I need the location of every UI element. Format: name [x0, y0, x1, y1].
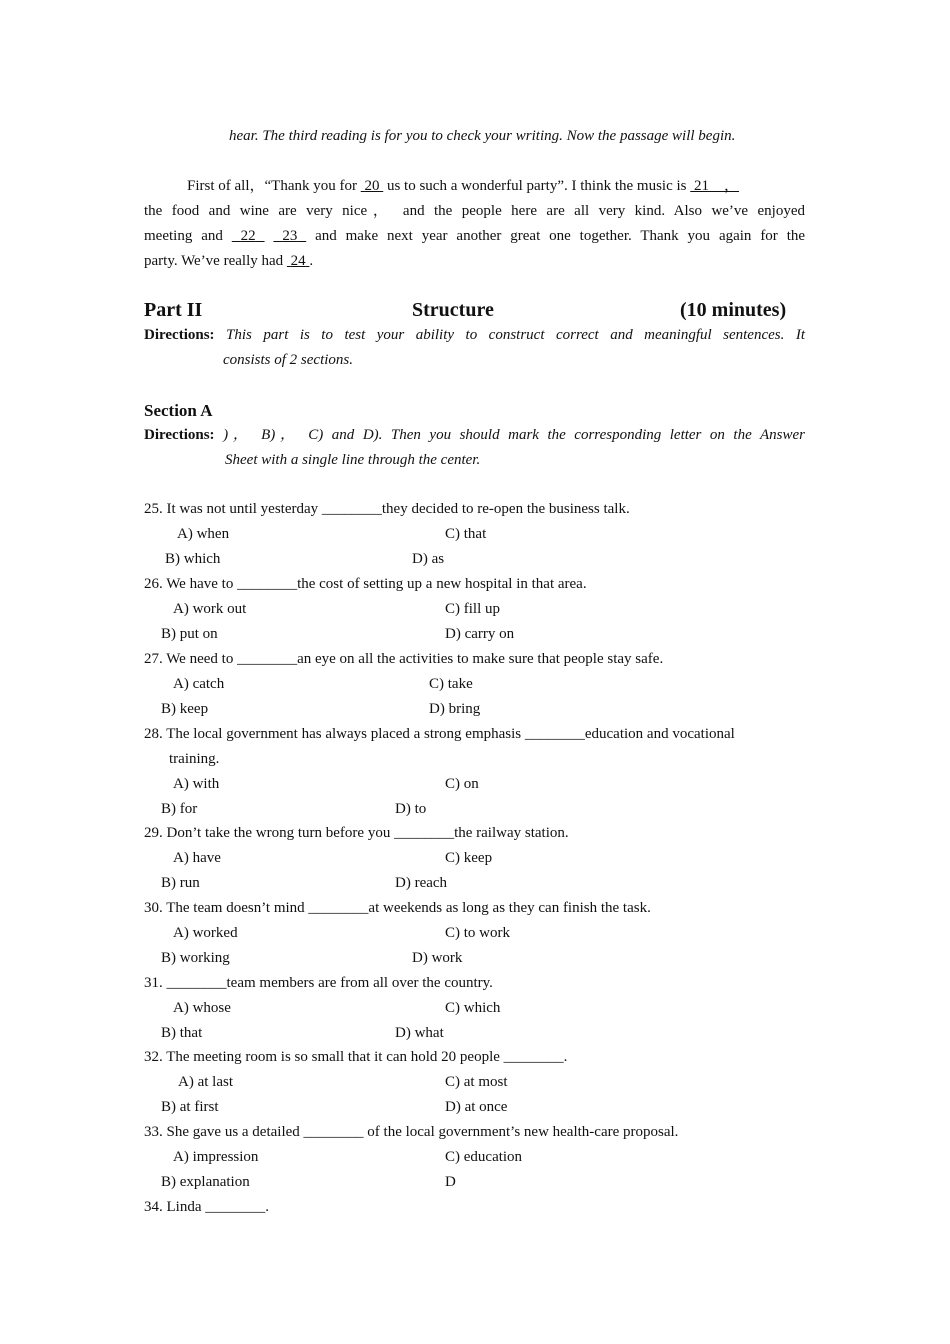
directions-label: Directions:	[144, 427, 215, 443]
option-c: C) education	[445, 1149, 523, 1165]
section-a-directions-line-1	[144, 423, 805, 448]
passage-text: party. We’ve really had	[144, 253, 287, 269]
option-b: B) for	[161, 801, 198, 817]
passage-line-2: the food and wine are very nice， and the people here are all very kind. Also we’ve enjoyed	[144, 203, 805, 219]
question-stem: 26. We have to ________the cost of setting up a new hospital in that area.	[144, 576, 587, 592]
option-d: D) as	[412, 551, 445, 567]
option-a: A) work out	[173, 601, 247, 617]
question-stem: 31. ________team members are from all over the country.	[144, 975, 493, 991]
intro-line: hear. The third reading is for you to check your writing. Now the passage will begin.	[229, 128, 736, 144]
option-b: B) run	[161, 875, 200, 891]
option-c: C) to work	[445, 925, 510, 941]
option-c: C) that	[445, 526, 487, 542]
part2-directions-line-1	[144, 323, 805, 348]
passage-text: First of all，“Thank you for	[187, 178, 361, 194]
question-stem: 30. The team doesn’t mind ________at weekends as long as they can finish the task.	[144, 900, 651, 916]
option-d: D) at once	[445, 1099, 508, 1115]
blank-21: 21 ，	[694, 178, 740, 194]
option-b: B) put on	[161, 626, 218, 642]
option-a: A) catch	[173, 676, 225, 692]
option-b: B) explanation	[161, 1174, 250, 1190]
option-a: A) when	[177, 526, 230, 542]
option-b: B) that	[161, 1025, 203, 1041]
part-title: Structure	[412, 299, 494, 321]
question-stem: 25. It was not until yesterday ________they decided to re-open the business talk.	[144, 501, 630, 517]
blank-22: 22	[240, 228, 256, 244]
directions-label: Directions:	[144, 327, 215, 343]
option-d: D) bring	[429, 701, 481, 717]
option-c: C) at most	[445, 1074, 508, 1090]
question-stem: 34. Linda ________.	[144, 1199, 269, 1215]
option-c: C) fill up	[445, 601, 500, 617]
question-stem-continued: training.	[169, 751, 220, 767]
option-a: A) with	[173, 776, 220, 792]
question-stem: 33. She gave us a detailed ________ of the local government’s new health-care proposal.	[144, 1124, 679, 1140]
option-b: B) working	[161, 950, 230, 966]
option-b: B) which	[165, 551, 221, 567]
passage-line-1	[187, 174, 739, 199]
option-c: C) keep	[445, 850, 493, 866]
directions-text: This part is to test your ability to construct correct and meaningful sentences. It	[226, 327, 806, 343]
option-d: D) work	[412, 950, 463, 966]
question-stem: 27. We need to ________an eye on all the activities to make sure that people stay safe.	[144, 651, 664, 667]
option-b: B) at first	[161, 1099, 219, 1115]
option-c: C) take	[429, 676, 473, 692]
option-d: D) what	[395, 1025, 444, 1041]
option-c: C) on	[445, 776, 479, 792]
option-d: D	[445, 1174, 456, 1190]
question-stem: 29. Don’t take the wrong turn before you ________the railway station.	[144, 825, 569, 841]
question-stem: 32. The meeting room is so small that it can hold 20 people ________.	[144, 1049, 568, 1065]
option-b: B) keep	[161, 701, 209, 717]
passage-text: us to such a wonderful party”. I think the music is	[383, 178, 691, 194]
section-a-directions-line-2: Sheet with a single line through the center.	[225, 452, 481, 468]
section-a-title: Section A	[144, 401, 213, 420]
directions-text: )， B)， C) and D). Then you should mark the corresponding letter on the Answer	[223, 427, 805, 443]
option-a: A) impression	[173, 1149, 259, 1165]
passage-text: and make next year another great one together. Thank you again for the	[306, 228, 806, 244]
blank-24: 24	[290, 253, 306, 269]
option-d: D) to	[395, 801, 427, 817]
option-d: D) reach	[395, 875, 448, 891]
option-c: C) which	[445, 1000, 501, 1016]
blank-23: 23	[282, 228, 298, 244]
part-label: Part II	[144, 299, 203, 321]
option-a: A) whose	[173, 1000, 231, 1016]
question-stem: 28. The local government has always placed a strong emphasis ________education and vocational	[144, 726, 735, 742]
passage-text: meeting and	[144, 228, 232, 244]
part2-directions-line-2: consists of 2 sections.	[223, 352, 353, 368]
option-a: A) have	[173, 850, 221, 866]
passage-text: .	[309, 253, 314, 269]
part-time: (10 minutes)	[680, 299, 787, 321]
passage-line-4	[144, 249, 313, 274]
option-a: A) at last	[178, 1074, 233, 1090]
passage-line-3	[144, 224, 805, 249]
blank-20: 20	[364, 178, 380, 194]
option-a: A) worked	[173, 925, 238, 941]
option-d: D) carry on	[445, 626, 515, 642]
